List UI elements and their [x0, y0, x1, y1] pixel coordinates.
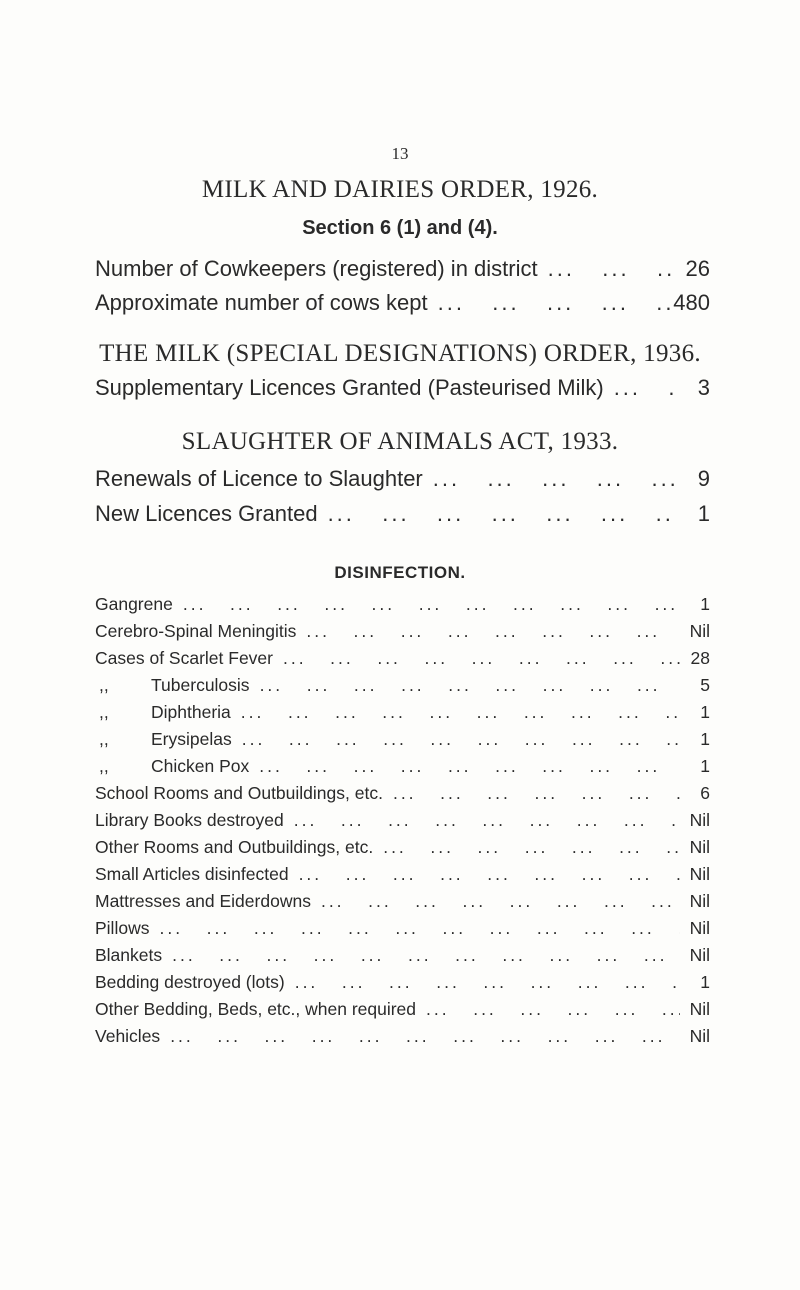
row-value: Nil [689, 837, 710, 857]
row-label: New Licences Granted [95, 501, 318, 526]
disinfection-row [95, 999, 710, 1020]
disinfection-row [95, 864, 710, 885]
page-number: 13 [391, 144, 409, 163]
leader-dots [232, 729, 680, 750]
disinfection-row [95, 594, 710, 615]
row-value: 1 [700, 702, 710, 722]
row-value: 26 [685, 256, 710, 281]
new-licences-row [95, 501, 710, 527]
disinfection-row [95, 972, 710, 993]
leader-dots [162, 945, 680, 966]
ditto-mark: ,, [99, 729, 109, 749]
row-label-group [95, 675, 250, 696]
cows-kept-row [95, 290, 710, 316]
row-label: Pillows [95, 918, 150, 938]
row-label-group [95, 702, 231, 723]
milk-dairies-subtitle: Section 6 (1) and (4). [302, 217, 498, 239]
disinfection-row [95, 783, 710, 804]
leader-dots [231, 702, 680, 723]
disinfection-row [95, 702, 710, 723]
special-designations-title: THE MILK (SPECIAL DESIGNATIONS) ORDER, 1936. [99, 340, 701, 367]
row-value: 1 [700, 972, 710, 992]
row-value: 1 [700, 756, 710, 776]
row-label: Cases of Scarlet Fever [95, 648, 273, 668]
leader-dots [604, 375, 674, 401]
row-label: Tuberculosis [151, 675, 250, 695]
row-value: Nil [689, 621, 710, 641]
leader-dots [373, 837, 680, 858]
row-label: Other Bedding, Beds, etc., when required [95, 999, 417, 1019]
row-label-group [95, 756, 249, 777]
disinfection-row [95, 729, 710, 750]
cowkeepers-row [95, 256, 710, 282]
row-label: Library Books destroyed [95, 810, 284, 830]
row-value: 1 [697, 501, 710, 526]
supplementary-licences-row [95, 375, 710, 401]
row-value: Nil [689, 1026, 710, 1046]
disinfection-row [95, 756, 710, 777]
row-value: 1 [700, 729, 710, 749]
disinfection-row [95, 945, 710, 966]
row-value: 9 [697, 466, 710, 491]
row-label: Number of Cowkeepers (registered) in district [95, 256, 538, 281]
disinfection-row [95, 648, 710, 669]
leader-dots [318, 501, 674, 527]
ditto-mark: ,, [99, 756, 109, 776]
leader-dots [311, 891, 680, 912]
leader-dots [383, 783, 680, 804]
leader-dots [249, 756, 680, 777]
renewals-row [95, 466, 710, 492]
row-label: School Rooms and Outbuildings, etc. [95, 783, 383, 803]
leader-dots [428, 290, 674, 316]
row-value: 1 [700, 594, 710, 614]
row-value: 5 [700, 675, 710, 695]
row-label: Approximate number of cows kept [95, 290, 428, 315]
row-label: Small Articles disinfected [95, 864, 289, 884]
milk-dairies-title: MILK AND DAIRIES ORDER, 1926. [201, 176, 599, 203]
disinfection-row [95, 675, 710, 696]
slaughter-title: SLAUGHTER OF ANIMALS ACT, 1933. [181, 428, 619, 455]
row-label: Blankets [95, 945, 163, 965]
row-label: Cerebro-Spinal Meningitis [95, 621, 297, 641]
row-value: 6 [700, 783, 710, 803]
ditto-mark: ,, [99, 675, 109, 695]
row-value: Nil [689, 918, 710, 938]
disinfection-row [95, 918, 710, 939]
leader-dots [160, 1026, 680, 1047]
row-label-group [95, 729, 232, 750]
leader-dots [423, 466, 674, 492]
row-value: Nil [689, 945, 710, 965]
row-value: 480 [673, 290, 710, 315]
disinfection-row [95, 1026, 710, 1047]
leader-dots [538, 256, 674, 282]
row-value: Nil [689, 999, 710, 1019]
row-label: Bedding destroyed (lots) [95, 972, 285, 992]
row-label: Supplementary Licences Granted (Pasteurised Milk) [95, 375, 604, 400]
ditto-mark: ,, [99, 702, 109, 722]
row-value: Nil [689, 891, 710, 911]
row-label: Chicken Pox [151, 756, 250, 776]
leader-dots [285, 972, 680, 993]
leader-dots [149, 918, 680, 939]
row-value: Nil [689, 864, 710, 884]
row-label: Renewals of Licence to Slaughter [95, 466, 423, 491]
disinfection-row [95, 837, 710, 858]
row-label: Diphtheria [151, 702, 231, 722]
leader-dots [273, 648, 680, 669]
leader-dots [289, 864, 680, 885]
row-label: Erysipelas [151, 729, 232, 749]
leader-dots [250, 675, 680, 696]
leader-dots [416, 999, 680, 1020]
leader-dots [284, 810, 680, 831]
disinfection-row [95, 891, 710, 912]
disinfection-row [95, 621, 710, 642]
disinfection-row [95, 810, 710, 831]
row-value: Nil [689, 810, 710, 830]
row-label: Vehicles [95, 1026, 161, 1046]
row-label: Other Rooms and Outbuildings, etc. [95, 837, 374, 857]
row-value: 3 [697, 375, 710, 400]
row-label: Mattresses and Eiderdowns [95, 891, 311, 911]
row-label: Gangrene [95, 594, 173, 614]
leader-dots [296, 621, 680, 642]
disinfection-title: DISINFECTION. [334, 563, 466, 582]
leader-dots [173, 594, 680, 615]
row-value: 28 [690, 648, 710, 668]
